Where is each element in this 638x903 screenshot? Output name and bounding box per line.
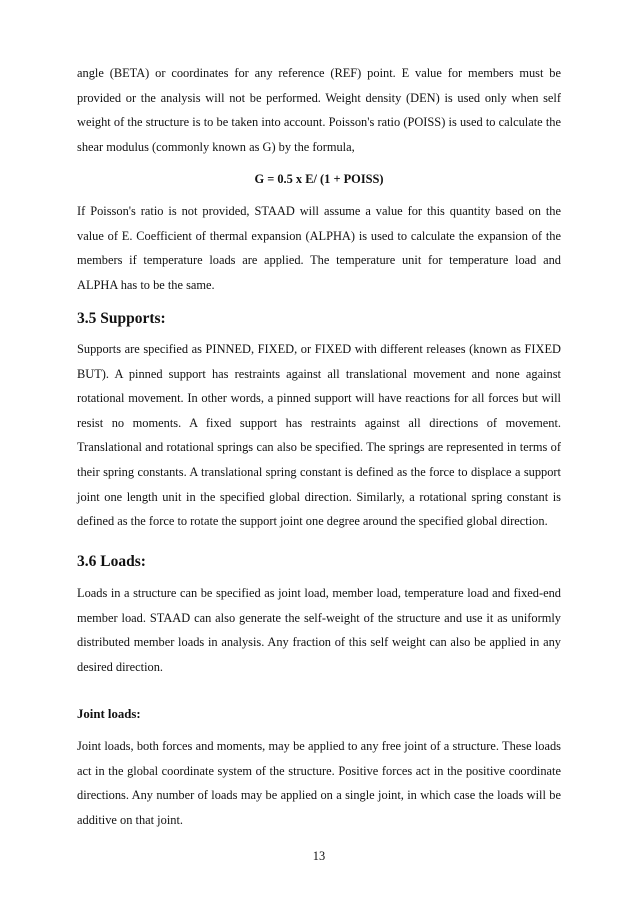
section-heading-loads: 3.6 Loads: [77, 553, 146, 570]
paragraph-poisson-ratio: If Poisson's ratio is not provided, STAAD will assume a value for this quantity based on the value of E. Coefficient of thermal expansion (ALPHA) is used to calculate the expansion of the members if temperature loads are applied. The temperature unit for temperature load and ALPHA has to be the same. [77, 204, 561, 292]
paragraph-joint-loads: Joint loads, both forces and moments, may be applied to any free joint of a structure. These loads act in the global coordinate system of the structure. Positive forces act in the positive coordinate directions. Any number of loads may be applied on a single joint, in which case the loads will be additive on that joint. [77, 739, 561, 827]
subheading-joint-loads: Joint loads: [77, 707, 141, 721]
paragraph-supports: Supports are specified as PINNED, FIXED, or FIXED with different releases (known as FIXED BUT). A pinned support has restraints against all translational movement and none against rotational movement. In other words, a pinned support will have reactions for all forces but will resist no moments. A fixed support has restraints against all directions of movement. Translational and rotational springs can also be specified. The springs are represented in terms of their spring constants. A translational spring constant is defined as the force to displace a support joint one length unit in the specified global direction. Similarly, a rotational spring constant is defined as the force to rotate the support joint one degree around the specified global direction. [77, 342, 561, 529]
shear-modulus-formula: G = 0.5 x E/ (1 + POISS) [254, 172, 384, 186]
page-number: 13 [312, 849, 326, 863]
paragraph-loads: Loads in a structure can be specified as joint load, member load, temperature load and fixed-end member load. STAAD can also generate the self-weight of the structure and use it as uniformly distributed member loads in analysis. Any fraction of this self weight can also be applied in any desired direction. [77, 586, 561, 674]
paragraph-material-properties: angle (BETA) or coordinates for any reference (REF) point. E value for members must be provided or the analysis will not be performed. Weight density (DEN) is used only when self weight of the structure is to be taken into account. Poisson's ratio (POISS) is used to calculate the shear modulus (commonly known as G) by the formula, [77, 66, 561, 154]
section-heading-supports: 3.5 Supports: [77, 310, 166, 327]
